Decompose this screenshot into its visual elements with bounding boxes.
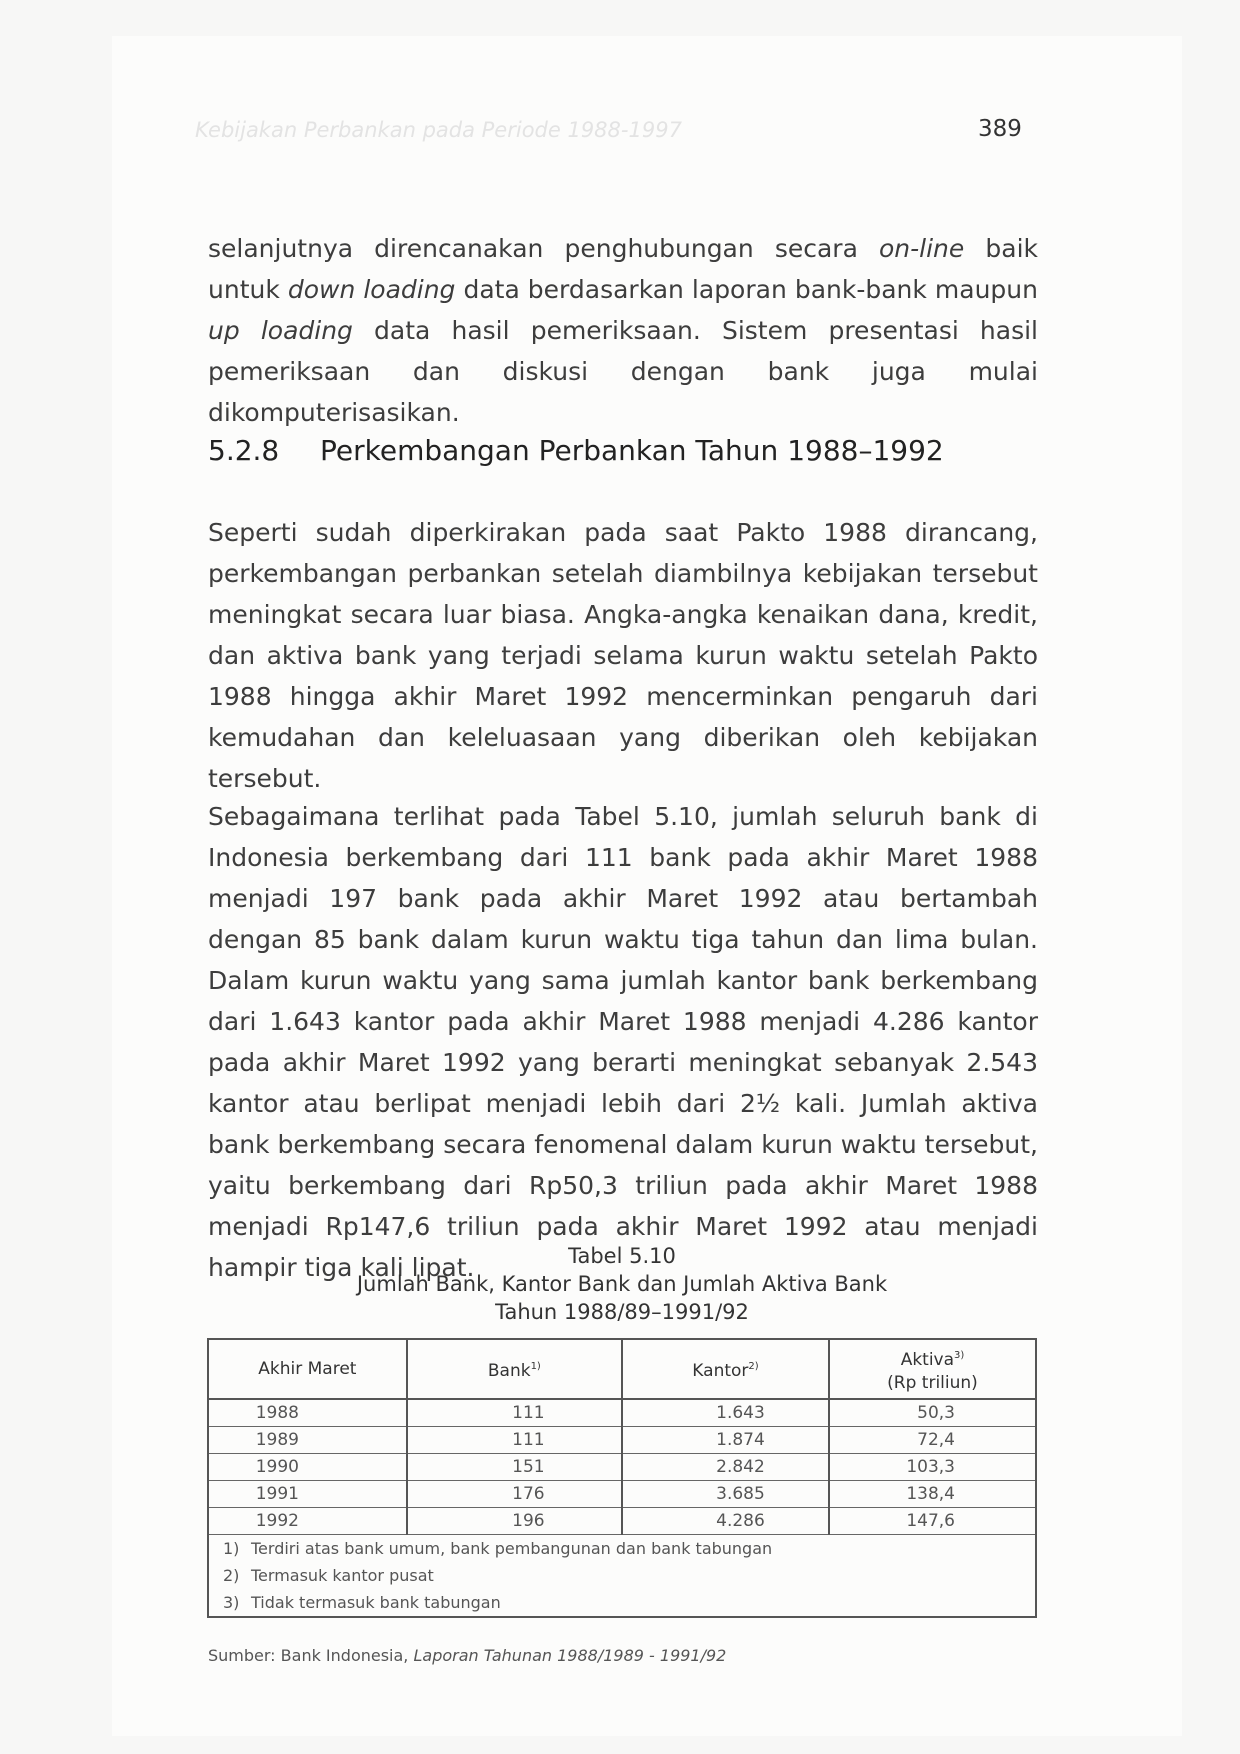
table-row <box>208 1399 1036 1427</box>
page-number: 389 <box>978 116 1022 142</box>
cell-bank: 151 <box>407 1454 622 1481</box>
table-subtitle: Tahun 1988/89–1991/92 <box>495 1300 749 1324</box>
cell-aktiva: 50,3 <box>829 1399 1036 1427</box>
table-row <box>208 1427 1036 1454</box>
italic-term: on-line <box>879 234 965 263</box>
cell-kantor: 1.643 <box>622 1399 829 1427</box>
cell-year: 1988 <box>208 1399 407 1427</box>
text-segment: data berdasarkan laporan bank-bank maupun <box>455 275 1038 304</box>
footnote-row: 3) Tidak termasuk bank tabungan <box>208 1589 1036 1617</box>
section-heading <box>208 434 944 467</box>
table-header-row <box>208 1339 1036 1399</box>
cell-bank: 111 <box>407 1427 622 1454</box>
text-segment: data hasil pemeriksaan. Sistem presentasi hasil pemeriksaan dan diskusi dengan bank juga mulai dikomputerisasikan. <box>208 316 1038 427</box>
section-number: 5.2.8 <box>208 434 280 467</box>
paragraph-2: Seperti sudah diperkirakan pada saat Pakto 1988 dirancang, perkembangan perbankan setelah diambilnya kebijakan tersebut meningkat secara luar biasa. Angka-angka kenaikan dana, kredit, dan aktiva bank yang terjadi selama kurun waktu setelah Pakto 1988 hingga akhir Maret 1992 mencerminkan pengaruh dari kemudahan dan keleluasaan yang diberikan oleh kebijakan tersebut. <box>208 518 1038 793</box>
footnote-row: 1) Terdiri atas bank umum, bank pembangunan dan bank tabungan <box>208 1535 1036 1563</box>
header-aktiva: Aktiva$^{3)}$ (Rp triliun) <box>829 1339 1036 1399</box>
cell-bank: 196 <box>407 1508 622 1535</box>
table-row <box>208 1454 1036 1481</box>
table-row <box>208 1508 1036 1535</box>
header-bank: Bank$^{1)}$ <box>407 1339 622 1399</box>
cell-year: 1989 <box>208 1427 407 1454</box>
table-row <box>208 1481 1036 1508</box>
text-segment: baik untuk <box>208 234 1038 304</box>
cell-kantor: 4.286 <box>622 1508 829 1535</box>
cell-kantor: 2.842 <box>622 1454 829 1481</box>
paragraph-3: Sebagaimana terlihat pada Tabel 5.10, jumlah seluruh bank di Indonesia berkembang dari 111 bank pada akhir Maret 1988 menjadi 197 bank pada akhir Maret 1992 atau bertambah dengan 85 bank dalam kurun waktu tiga tahun dan lima bulan. Dalam kurun waktu yang sama jumlah kantor bank berkembang dari 1.643 kantor pada akhir Maret 1988 menjadi 4.286 kantor pada akhir Maret 1992 yang berarti meningkat sebanyak 2.543 kantor atau berlipat menjadi lebih dari 2½ kali. Jumlah aktiva bank berkembang secara fenomenal dalam kurun waktu tersebut, yaitu berkembang dari Rp50,3 triliun pada akhir Maret 1988 menjadi Rp147,6 triliun pada akhir Maret 1992 atau menjadi hampir tiga kali lipat. <box>208 802 1038 1282</box>
cell-aktiva: 103,3 <box>829 1454 1036 1481</box>
italic-term: down loading <box>287 275 456 304</box>
cell-kantor: 3.685 <box>622 1481 829 1508</box>
header-kantor: Kantor$^{2)}$ <box>622 1339 829 1399</box>
cell-aktiva: 72,4 <box>829 1427 1036 1454</box>
footnote-row: 2) Termasuk kantor pusat <box>208 1562 1036 1589</box>
cell-year: 1991 <box>208 1481 407 1508</box>
cell-year: 1990 <box>208 1454 407 1481</box>
cell-bank: 176 <box>407 1481 622 1508</box>
italic-term: up loading <box>208 316 353 345</box>
header-year: Akhir Maret <box>208 1339 407 1399</box>
table-source: Sumber: Bank Indonesia, Laporan Tahunan 1988/1989 - 1991/92 <box>208 1646 727 1665</box>
table-label: Tabel 5.10 <box>568 1244 676 1268</box>
paragraph-1 <box>208 228 1038 433</box>
section-title: Perkembangan Perbankan Tahun 1988–1992 <box>320 434 944 467</box>
running-head: Kebijakan Perbankan pada Periode 1988-1997 <box>195 118 682 142</box>
cell-bank: 111 <box>407 1399 622 1427</box>
bank-statistics-table <box>207 1338 1037 1618</box>
cell-year: 1992 <box>208 1508 407 1535</box>
text-segment: selanjutnya direncanakan penghubungan secara <box>208 234 879 263</box>
cell-aktiva: 147,6 <box>829 1508 1036 1535</box>
table-title: Jumlah Bank, Kantor Bank dan Jumlah Aktiva Bank <box>356 1272 888 1296</box>
cell-kantor: 1.874 <box>622 1427 829 1454</box>
cell-aktiva: 138,4 <box>829 1481 1036 1508</box>
